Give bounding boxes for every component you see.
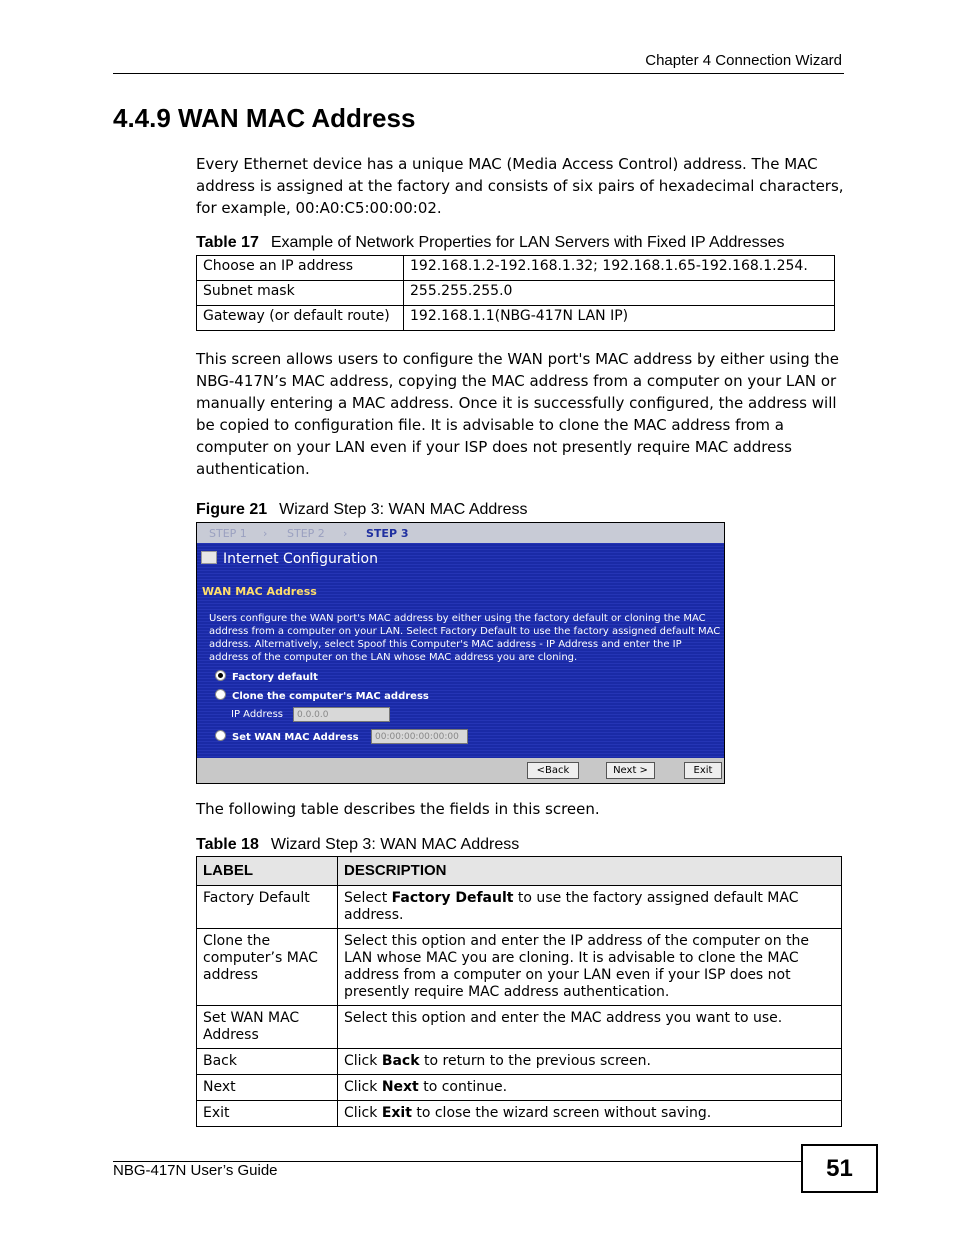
- radio-icon[interactable]: [215, 689, 226, 700]
- figure21-label: Figure 21: [196, 501, 268, 518]
- table-cell: Choose an IP address: [197, 256, 404, 281]
- table-row: [197, 281, 835, 306]
- table-row: [197, 929, 842, 1006]
- row-label: Set WAN MAC Address: [197, 1006, 338, 1049]
- wan-mac-subheading: WAN MAC Address: [202, 585, 317, 598]
- mac-address-input[interactable]: 00:00:00:00:00:00: [371, 729, 468, 744]
- desc-text: Click: [344, 1079, 382, 1095]
- step-2[interactable]: STEP 2: [287, 527, 325, 540]
- figure21-caption-text: Wizard Step 3: WAN MAC Address: [279, 501, 528, 518]
- option-label: Set WAN MAC Address: [232, 732, 359, 743]
- chapter-header: Chapter 4 Connection Wizard: [645, 52, 842, 69]
- desc-text: to use the factory assigned default MAC address.: [344, 890, 799, 923]
- clone-mac-option[interactable]: [215, 689, 429, 702]
- option-label: Clone the computer's MAC address: [232, 691, 429, 702]
- section-title: 4.4.9 WAN MAC Address: [113, 103, 416, 133]
- column-header: LABEL: [197, 857, 338, 886]
- row-label: Next: [197, 1075, 338, 1101]
- guide-title: NBG-417N User’s Guide: [113, 1162, 278, 1179]
- next-button[interactable]: Next >: [606, 762, 655, 779]
- radio-icon[interactable]: [215, 730, 226, 741]
- table18-label: Table 18: [196, 836, 259, 853]
- window-title-text: Internet Configuration: [223, 551, 378, 567]
- table18: [196, 856, 842, 1127]
- desc-text: to return to the previous screen.: [419, 1053, 651, 1069]
- desc-bold: Back: [381, 1053, 420, 1069]
- row-label: Clone the computer’s MAC address: [197, 929, 338, 1006]
- table18-caption: [196, 836, 519, 854]
- row-description: [338, 1075, 842, 1101]
- table-row: [197, 306, 835, 331]
- desc-bold: Next: [381, 1079, 419, 1095]
- desc-text: Click: [344, 1053, 382, 1069]
- table-cell: 255.255.255.0: [404, 281, 835, 306]
- chevron-right-icon: ›: [263, 527, 268, 540]
- row-description: [338, 1049, 842, 1075]
- exit-button[interactable]: Exit: [684, 762, 722, 779]
- desc-text: Select this option and enter the IP address of the computer on the LAN whose MAC you are cloning. It is advisable to clone the MAC address from a computer on your LAN even if your ISP does not presently require MAC address authentication.: [344, 933, 810, 1000]
- header-divider: [113, 73, 844, 74]
- table-row: [197, 1101, 842, 1127]
- row-description: [338, 1006, 842, 1049]
- row-description: [338, 1101, 842, 1127]
- wizard-description: Users configure the WAN port's MAC address by either using the factory default or cloning the MAC address from a computer on your LAN. Select Factory Default to use the factory assigned default MAC address. Alternatively, select Spoof this Computer's MAC address - IP Address and enter the IP address of the computer on the LAN whose MAC address you are cloning.: [209, 613, 721, 663]
- table-row: [197, 1006, 842, 1049]
- table-header-row: [197, 857, 842, 886]
- table18-caption-text: Wizard Step 3: WAN MAC Address: [270, 836, 520, 853]
- page-number: 51: [801, 1144, 878, 1193]
- row-label: Factory Default: [197, 886, 338, 929]
- step-3[interactable]: STEP 3: [366, 527, 409, 540]
- table-row: [197, 256, 835, 281]
- radio-selected-icon[interactable]: [215, 670, 226, 681]
- desc-text: Select: [344, 890, 392, 906]
- table-cell: 192.168.1.1(NBG-417N LAN IP): [404, 306, 835, 331]
- table-cell: Gateway (or default route): [197, 306, 404, 331]
- following-paragraph: The following table describes the fields in this screen.: [196, 800, 600, 818]
- folder-icon: [201, 551, 217, 564]
- step-bar: [197, 523, 724, 543]
- window-title: [201, 551, 378, 567]
- table-cell: 192.168.1.2-192.168.1.32; 192.168.1.65-192.168.1.254.: [404, 256, 835, 281]
- row-description: [338, 886, 842, 929]
- table17-caption-text: Example of Network Properties for LAN Servers with Fixed IP Addresses: [270, 234, 785, 251]
- button-bar: [197, 758, 724, 783]
- figure21-caption: [196, 501, 528, 519]
- ip-address-input[interactable]: 0.0.0.0: [293, 707, 390, 722]
- row-description: [338, 929, 842, 1006]
- step-1[interactable]: STEP 1: [209, 527, 247, 540]
- table-row: [197, 1049, 842, 1075]
- set-wan-mac-option[interactable]: [215, 730, 359, 743]
- desc-bold: Exit: [381, 1105, 412, 1121]
- wizard-screenshot: [196, 522, 725, 784]
- desc-bold: Factory Default: [391, 890, 514, 906]
- row-label: Exit: [197, 1101, 338, 1127]
- screen-paragraph: This screen allows users to configure the WAN port's MAC address by either using the NBG-417N’s MAC address, copying the MAC address from a computer on your LAN or manually entering a MAC address. Once it is successfully configured, the address will be copied to configuration file. It is advisable to clone the MAC address from a computer on your LAN even if your ISP does not presently require MAC address authentication.: [196, 350, 839, 478]
- desc-text: to continue.: [418, 1079, 508, 1095]
- desc-text: Select this option and enter the MAC address you want to use.: [344, 1010, 783, 1026]
- factory-default-option[interactable]: [215, 670, 318, 683]
- table17-label: Table 17: [196, 234, 259, 251]
- column-header: DESCRIPTION: [338, 857, 842, 886]
- table-row: [197, 886, 842, 929]
- chevron-right-icon: ›: [343, 527, 348, 540]
- table17-caption: [196, 234, 785, 252]
- table-cell: Subnet mask: [197, 281, 404, 306]
- back-button[interactable]: <Back: [527, 762, 579, 779]
- option-label: Factory default: [232, 672, 318, 683]
- table17: [196, 255, 835, 331]
- ip-address-label: IP Address: [231, 709, 283, 720]
- table-row: [197, 1075, 842, 1101]
- row-label: Back: [197, 1049, 338, 1075]
- desc-text: to close the wizard screen without saving.: [411, 1105, 712, 1121]
- desc-text: Click: [344, 1105, 382, 1121]
- intro-paragraph: Every Ethernet device has a unique MAC (Media Access Control) address. The MAC address is assigned at the factory and consists of six pairs of hexadecimal characters, for example, 00:A0:C5:00:00:02.: [196, 155, 844, 217]
